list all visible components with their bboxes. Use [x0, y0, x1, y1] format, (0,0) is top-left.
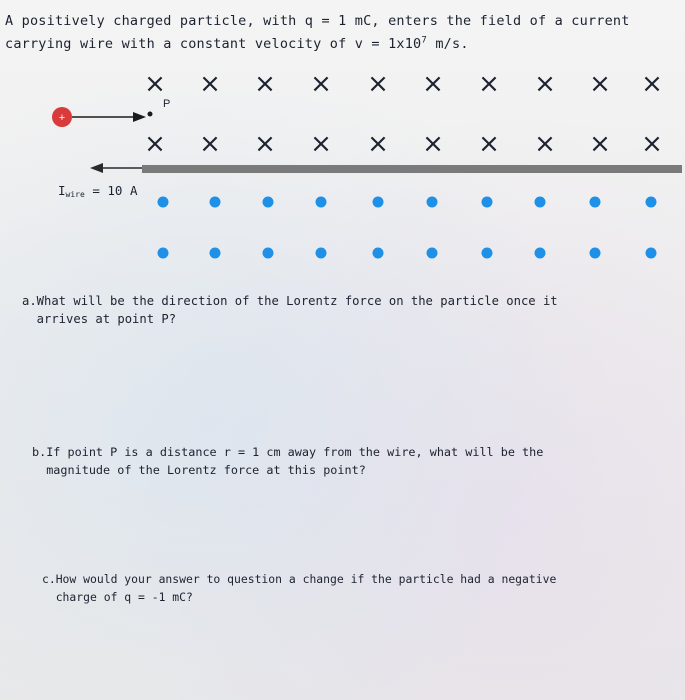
question-text-line-1: What will be the direction of the Lorentz force on the particle once it	[36, 294, 558, 308]
field-cross-symbol: ×	[254, 69, 276, 99]
velocity-arrow-head	[133, 112, 146, 122]
question-label: c.	[42, 572, 56, 586]
field-cross-symbol: ×	[589, 129, 611, 159]
field-cross-symbol: ×	[310, 69, 332, 99]
field-dot-symbol	[646, 248, 657, 259]
question-text-line-2: charge of q = -1 mC?	[55, 590, 193, 604]
field-cross-symbol: ×	[641, 129, 663, 159]
field-dot-symbol	[482, 197, 493, 208]
question-a	[22, 292, 662, 328]
question-c	[42, 570, 652, 606]
current-wire	[142, 165, 682, 173]
field-dot-symbol	[535, 197, 546, 208]
field-cross-symbol: ×	[422, 69, 444, 99]
field-cross-symbol: ×	[589, 69, 611, 99]
field-cross-symbol: ×	[478, 129, 500, 159]
question-label: b.	[32, 445, 47, 459]
current-label: Iwire = 10 A	[58, 183, 138, 199]
field-cross-symbol: ×	[534, 69, 556, 99]
field-into-page-row-1	[144, 69, 663, 99]
question-text-line-1: If point P is a distance r = 1 cm away from the wire, what will be the	[46, 445, 544, 459]
question-text-line-2: arrives at point P?	[36, 312, 177, 326]
field-dot-symbol	[263, 197, 274, 208]
field-out-of-page-row-2	[158, 248, 657, 259]
field-cross-symbol: ×	[144, 69, 166, 99]
field-dot-symbol	[158, 248, 169, 259]
magnetic-field-diagram	[0, 0, 685, 290]
intro-line-2: carrying wire with a constant velocity of $v = 1x10^7$ m/s.	[5, 35, 469, 52]
question-text-line-1: How would your answer to question a change if the particle had a negative	[55, 572, 557, 586]
field-dot-symbol	[210, 197, 221, 208]
field-cross-symbol: ×	[422, 129, 444, 159]
point-p-marker	[148, 112, 153, 117]
field-dot-symbol	[316, 248, 327, 259]
field-dot-symbol	[316, 197, 327, 208]
field-dot-symbol	[263, 248, 274, 259]
field-cross-symbol: ×	[367, 69, 389, 99]
field-cross-symbol: ×	[367, 129, 389, 159]
field-cross-symbol: ×	[310, 129, 332, 159]
field-cross-symbol: ×	[641, 69, 663, 99]
field-dot-symbol	[427, 248, 438, 259]
field-dot-symbol	[646, 197, 657, 208]
field-cross-symbol: ×	[534, 129, 556, 159]
field-dot-symbol	[590, 197, 601, 208]
field-cross-symbol: ×	[199, 129, 221, 159]
field-dot-symbol	[210, 248, 221, 259]
field-dot-symbol	[373, 248, 384, 259]
question-label: a.	[22, 294, 37, 308]
exponent: 7	[421, 35, 428, 45]
field-cross-symbol: ×	[478, 69, 500, 99]
field-cross-symbol: ×	[254, 129, 276, 159]
field-into-page-row-2	[144, 129, 663, 159]
question-b	[32, 443, 652, 479]
intro-line-1: A positively charged particle, with q = 1 mC, enters the field of a current	[5, 13, 630, 29]
field-dot-symbol	[158, 197, 169, 208]
field-dot-symbol	[427, 197, 438, 208]
particle-sign: +	[58, 112, 66, 124]
question-text-line-2: magnitude of the Lorentz force at this point?	[46, 463, 366, 477]
field-dot-symbol	[590, 248, 601, 259]
field-dot-symbol	[535, 248, 546, 259]
field-dot-symbol	[482, 248, 493, 259]
point-p-label: P	[163, 98, 171, 110]
field-cross-symbol: ×	[199, 69, 221, 99]
field-out-of-page-row-1	[158, 197, 657, 208]
current-arrow-head	[90, 163, 103, 173]
field-cross-symbol: ×	[144, 129, 166, 159]
field-dot-symbol	[373, 197, 384, 208]
